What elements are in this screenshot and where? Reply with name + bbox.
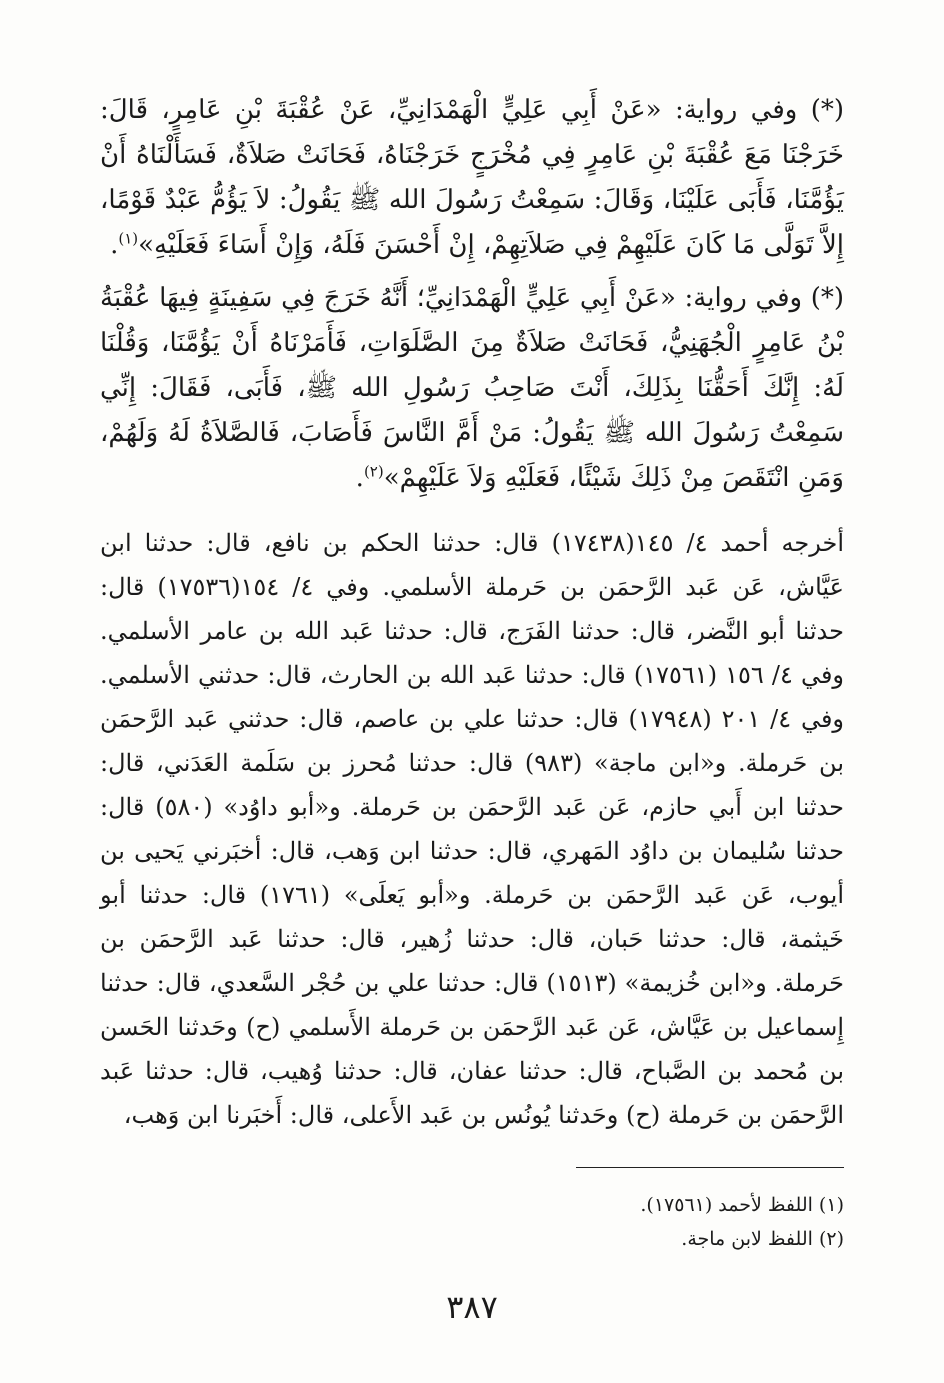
hadith-1-text: (*) وفي رواية: «عَنْ أَبِي عَلِيٍّ الْهَمْدَانِيِّ، عَنْ عُقْبَةَ بْنِ عَامِرٍ، قَالَ: خَرَجْنَا مَعَ عُقْبَةَ بْنِ عَامِرٍ فِي مُخْرَجٍ خَرَجْنَاهُ، فَحَانَتْ صَلاَةٌ، فَسَأَلْنَاهُ أَنْ يَؤُمَّنَا، فَأَبَى عَلَيْنَا، وَقَالَ: سَمِعْتُ رَسُولَ الله ﷺ يَقُولُ: لاَ يَؤُمُّ عَبْدٌ قَوْمًا، إِلاَّ تَوَلَّى مَا كَانَ عَلَيْهِمْ فِي صَلاَتِهِمْ، إِنْ أَحْسَنَ فَلَهُ، وَإِنْ أَسَاءَ فَعَلَيْهِ» bbox=[100, 95, 844, 260]
hadith-1: (*) وفي رواية: «عَنْ أَبِي عَلِيٍّ الْهَمْدَانِيِّ، عَنْ عُقْبَةَ بْنِ عَامِرٍ، قَالَ: خَرَجْنَا مَعَ عُقْبَةَ بْنِ عَامِرٍ فِي مُخْرَجٍ خَرَجْنَاهُ، فَحَانَتْ صَلاَةٌ، فَسَأَلْنَاهُ أَنْ يَؤُمَّنَا، فَأَبَى عَلَيْنَا، وَقَالَ: سَمِعْتُ رَسُولَ الله ﷺ يَقُولُ: لاَ يَؤُمُّ عَبْدٌ قَوْمًا، إِلاَّ تَوَلَّى مَا كَانَ عَلَيْهِمْ فِي صَلاَتِهِمْ، إِنْ أَحْسَنَ فَلَهُ، وَإِنْ أَسَاءَ فَعَلَيْهِ»$^{(١)}$. bbox=[100, 95, 844, 260]
hadith-2-text: (*) وفي رواية: «عَنْ أَبِي عَلِيٍّ الْهَمْدَانِيِّ؛ أَنَّهُ خَرَجَ فِي سَفِينَةٍ فِيهَا عُقْبَةُ بْنُ عَامِرٍ الْجُهَنِيُّ، فَحَانَتْ صَلاَةٌ مِنَ الصَّلَوَاتِ، فَأَمَرْنَاهُ أَنْ يَؤُمَّنَا، وَقُلْنَا لَهُ: إِنَّكَ أَحَقُّنَا بِذَلِكَ، أَنْتَ صَاحِبُ رَسُولِ الله ﷺ، فَأَبَى، فَقَالَ: إِنِّي سَمِعْتُ رَسُولَ الله ﷺ يَقُولُ: مَنْ أَمَّ النَّاسَ فَأَصَابَ، فَالصَّلاَةُ لَهُ وَلَهُمْ، وَمَنِ انْتَقَصَ مِنْ ذَلِكَ شَيْئًا، فَعَلَيْهِ وَلاَ عَلَيْهِمْ» bbox=[100, 283, 844, 493]
hadith-2: (*) وفي رواية: «عَنْ أَبِي عَلِيٍّ الْهَمْدَانِيِّ؛ أَنَّهُ خَرَجَ فِي سَفِينَةٍ فِيهَا عُقْبَةُ بْنُ عَامِرٍ الْجُهَنِيُّ، فَحَانَتْ صَلاَةٌ مِنَ الصَّلَوَاتِ، فَأَمَرْنَاهُ أَنْ يَؤُمَّنَا، وَقُلْنَا لَهُ: إِنَّكَ أَحَقُّنَا بِذَلِكَ، أَنْتَ صَاحِبُ رَسُولِ الله ﷺ، فَأَبَى، فَقَالَ: إِنِّي سَمِعْتُ رَسُولَ الله ﷺ يَقُولُ: مَنْ أَمَّ النَّاسَ فَأَصَابَ، فَالصَّلاَةُ لَهُ وَلَهُمْ، وَمَنِ انْتَقَصَ مِنْ ذَلِكَ شَيْئًا، فَعَلَيْهِ وَلاَ عَلَيْهِمْ»$^{(٢)}$. bbox=[100, 283, 844, 493]
takhrij-paragraph: أخرجه أحمد ٤/ ١٤٥(١٧٤٣٨) قال: حدثنا الحكم بن نافع، قال: حدثنا ابن عَيَّاش، عَن عَبد الرَّحمَن بن حَرملة الأسلمي. وفي ٤/ ١٥٤(١٧٥٣٦) قال: حدثنا أبو النَّضر، قال: حدثنا الفَرَج، قال: حدثنا عَبد الله بن عامر الأسلمي. وفي ٤/ ١٥٦ (١٧٥٦١) قال: حدثنا عَبد الله بن الحارث، قال: حدثني الأسلمي. وفي ٤/ ٢٠١ (١٧٩٤٨) قال: حدثنا علي بن عاصم، قال: حدثني عَبد الرَّحمَن بن حَرملة. و«ابن ماجة» (٩٨٣) قال: حدثنا مُحرز بن سَلَمة العَدَني، قال: حدثنا ابن أَبي حازم، عَن عَبد الرَّحمَن بن حَرملة. و«أبو داوُد» (٥٨٠) قال: حدثنا سُليمان بن داوُد المَهري، قال: حدثنا ابن وَهب، قال: أخبَرني يَحيى بن أيوب، عَن عَبد الرَّحمَن بن حَرملة. و«أبو يَعلَى» (١٧٦١) قال: حدثنا أبو خَيثمة، قال: حدثنا حَبان، قال: حدثنا زُهير، قال: حدثنا عَبد الرَّحمَن بن حَرملة. و«ابن خُزيمة» (١٥١٣) قال: حدثنا علي بن حُجْر السَّعدي، قال: حدثنا إِسماعيل بن عَيَّاش، عَن عَبد الرَّحمَن بن حَرملة الأَسلمي (ح) وحَدثنا الحَسن بن مُحمد بن الصَّباح، قال: حدثنا عفان، قال: حدثنا وُهيب، قال: حدثنا عَبد الرَّحمَن بن حَرملة (ح) وحَدثنا يُونُس بن عَبد الأَعلى، قال: أَخبَرنا ابن وَهب، bbox=[100, 529, 845, 1129]
page-body bbox=[100, 88, 844, 1137]
footnote-divider bbox=[576, 1167, 844, 1168]
footnote-2: (٢) اللفظ لابن ماجة. bbox=[681, 1228, 844, 1250]
page-number: ٣٨٧ bbox=[446, 1288, 498, 1326]
footnote-ref-1: (١) bbox=[118, 229, 139, 248]
footnote-ref-2: (٢) bbox=[363, 462, 384, 481]
footnotes bbox=[100, 1188, 844, 1256]
footnote-1: (١) اللفظ لأحمد (١٧٥٦١). bbox=[640, 1194, 844, 1216]
